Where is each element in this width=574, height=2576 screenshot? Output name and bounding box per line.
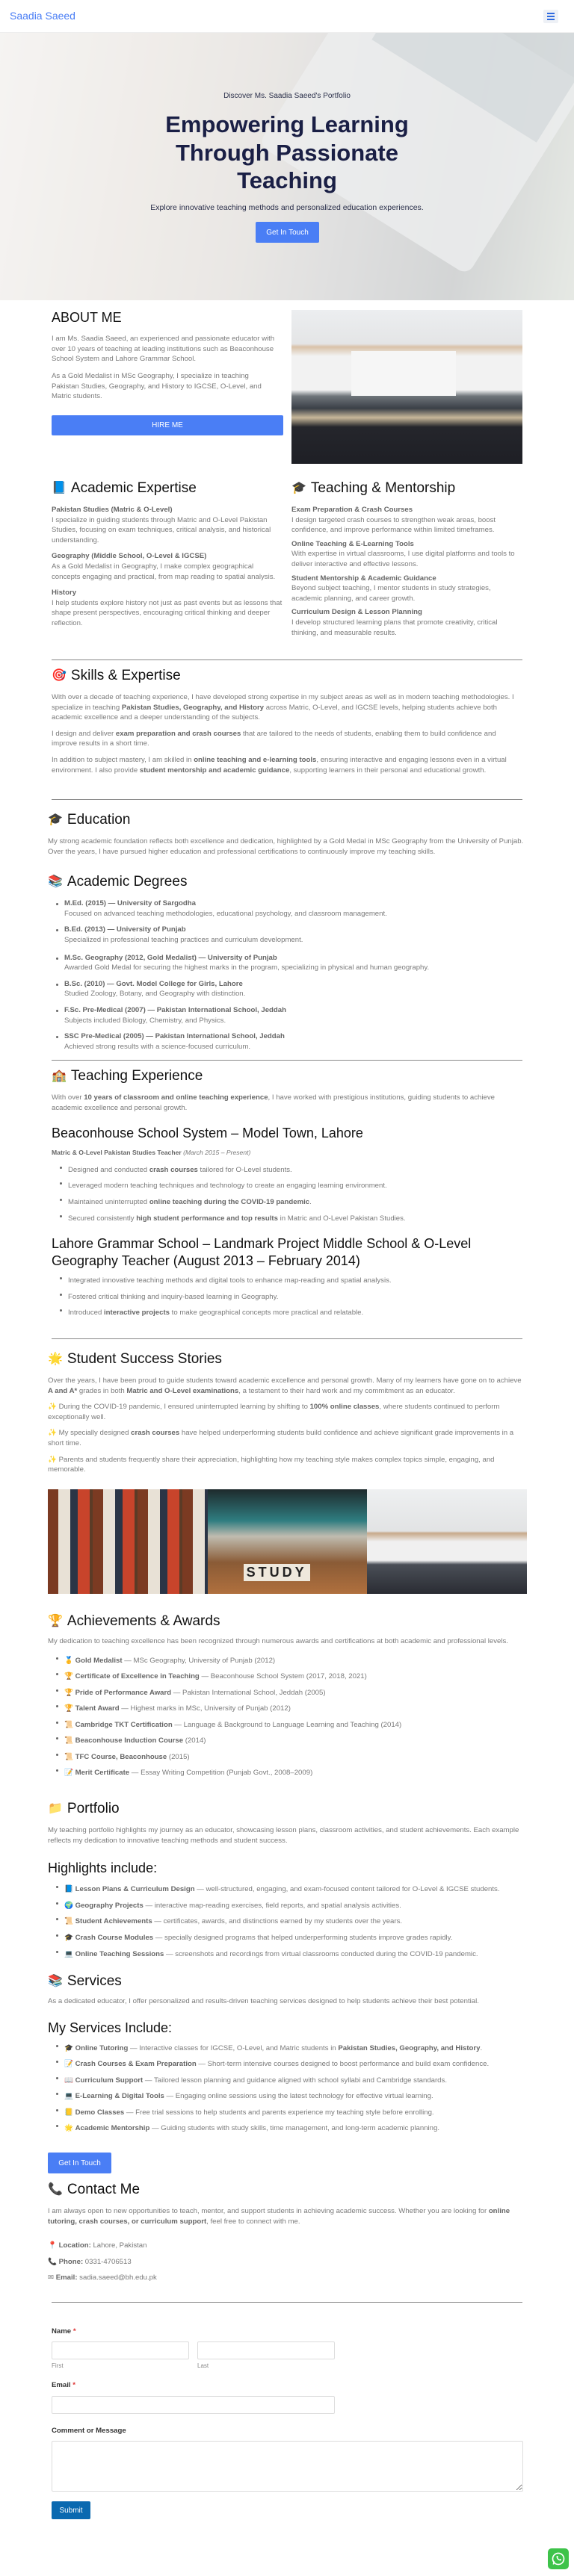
list-item: [48, 1914, 526, 1930]
text: , feel free to connect with me.: [206, 2217, 300, 2226]
text: ✉: [48, 2274, 56, 2282]
text: 📖: [64, 2076, 75, 2085]
text: Leveraged modern teaching techniques and technology to create an engaging learning environment.: [68, 1182, 387, 1191]
section-title: Portfolio: [67, 1801, 120, 1816]
bold-text: Beaconhouse Induction Course: [75, 1737, 184, 1745]
text: 📒: [64, 2108, 75, 2117]
hire-me-button[interactable]: HIRE ME: [52, 415, 283, 435]
graduation-cap-icon: 🎓: [291, 482, 306, 494]
text: — Pakistan International School, Jeddah (2005): [171, 1688, 326, 1697]
bold-text: exam preparation and crash courses: [115, 729, 241, 738]
email-label: Email *: [52, 2381, 76, 2389]
list-item: [52, 1289, 522, 1306]
bold-text: Phone:: [58, 2257, 84, 2266]
degree-title: M.Sc. Geography (2012, Gold Medalist) — University of Punjab: [64, 953, 277, 962]
text: In addition to subject mastery, I am skilled in: [52, 755, 194, 764]
bold-text: Merit Certificate: [75, 1769, 130, 1778]
text: , supporting learners in their personal and educational growth.: [289, 766, 487, 775]
degree-item: [48, 1005, 526, 1025]
list-item: [52, 1305, 522, 1321]
bold-text: crash courses: [131, 1429, 180, 1438]
paragraph: [48, 1402, 526, 1422]
divider: [52, 799, 522, 800]
text: 🌟: [64, 2124, 75, 2133]
text: Introduced: [68, 1309, 105, 1318]
highlights-title: Highlights include:: [48, 1860, 158, 1876]
list-item: [52, 1194, 522, 1211]
text: — Beaconhouse School System (2017, 2018, 2021): [199, 1672, 367, 1681]
text: — Tailored lesson planning and guidance aligned with school syllabi and Cambridge standards.: [143, 2076, 447, 2085]
text: 🥇: [64, 1656, 75, 1665]
text: tailored for O-Level students.: [197, 1165, 292, 1174]
bold-text: high student performance and top results: [136, 1214, 278, 1223]
list-item: [48, 1749, 526, 1766]
text: 📞: [48, 2257, 59, 2266]
degree-description: Studied Zoology, Botany, and Geography with distinction.: [64, 990, 246, 999]
image-gallery: [48, 1489, 527, 1594]
bold-text: Cambridge TKT Certification: [75, 1720, 173, 1729]
text: 📍: [48, 2241, 59, 2250]
hero-subtitle: Discover Ms. Saadia Saeed's Portfolio: [223, 92, 351, 100]
bold-text: online teaching and e-learning tools: [194, 755, 317, 764]
text: Maintained uninterrupted: [68, 1197, 149, 1206]
education-intro: My strong academic foundation reflects both excellence and dedication, highlighted by a Gold Medal in MSc Geography from the University of Punjab. Over the years, I have pursued higher education and professional certifications to continuously improve my teaching skills.: [48, 837, 524, 856]
first-name-input[interactable]: [52, 2341, 189, 2359]
message-textarea[interactable]: [52, 2441, 523, 2492]
item-description: I design targeted crash courses to strengthen weak areas, boost confidence, and improve performance within limited timeframes.: [291, 515, 496, 535]
text: 🎓: [64, 1933, 75, 1942]
text: to make geographical concepts more practical and relatable.: [170, 1309, 364, 1318]
section-title: Academic Expertise: [70, 480, 197, 496]
text: 📘: [64, 1885, 75, 1894]
section-title: Teaching Experience: [70, 1068, 203, 1084]
degree-description: Focused on advanced teaching methodologies, educational psychology, and classroom management.: [64, 909, 387, 918]
hero-tagline: Explore innovative teaching methods and personalized education experiences.: [150, 203, 424, 212]
bold-text: A and A*: [48, 1386, 78, 1395]
degree-title: SSC Pre-Medical (2005) — Pakistan International School, Jeddah: [64, 1032, 285, 1041]
trophy-icon: 🏆: [48, 1615, 63, 1627]
paragraph: [48, 1428, 526, 1448]
list-item: [48, 1930, 526, 1946]
bold-text: Online Tutoring: [75, 2043, 129, 2052]
text: 🏆: [64, 1672, 75, 1681]
section-title: Achievements & Awards: [67, 1613, 220, 1629]
text: 📜: [64, 1752, 75, 1761]
text: ✨ Parents and students frequently share their appreciation, highlighting how my teaching style makes complex topics simple, engaging, and memorable.: [48, 1455, 495, 1474]
text: , a testament to their hard work and my commitment as an educator.: [238, 1386, 455, 1395]
text: .: [309, 1197, 312, 1206]
degree-title: B.Ed. (2013) — University of Punjab: [64, 925, 186, 934]
teaching-experience-section: [52, 1067, 522, 1321]
contact-location: [48, 2241, 526, 2251]
text: 0331-4706513: [83, 2257, 132, 2266]
bold-text: Curriculum Support: [75, 2076, 144, 2085]
section-title: Services: [67, 1973, 122, 1989]
degree-description: Specialized in professional teaching practices and curriculum development.: [64, 935, 303, 944]
hamburger-icon: [547, 13, 555, 14]
academic-expertise-section: [52, 479, 283, 635]
about-paragraph: As a Gold Medalist in MSc Geography, I specialize in teaching Pakistan Studies, Geography, and History to IGCSE, O-Level, and Matric students.: [52, 372, 262, 401]
paragraph: [52, 692, 522, 723]
text: 📜: [64, 1737, 75, 1745]
whatsapp-button[interactable]: [548, 2548, 569, 2569]
name-label: Name *: [52, 2327, 76, 2336]
degree-title: M.Ed. (2015) — University of Sargodha: [64, 899, 196, 908]
item-title: Online Teaching & E-Learning Tools: [291, 539, 414, 548]
teaching-mentorship-section: [291, 479, 523, 642]
expertise-item: [291, 505, 523, 536]
list-item: [48, 1946, 526, 1963]
text: — Guiding students with study skills, time management, and long-term academic planning.: [149, 2124, 439, 2133]
last-name-input[interactable]: [197, 2341, 335, 2359]
about-title: ABOUT ME: [52, 310, 122, 325]
text: — well-structured, engaging, and exam-focused content tailored for O-Level & IGCSE students.: [194, 1885, 500, 1894]
list-item: [52, 1273, 522, 1289]
section-title: Student Success Stories: [67, 1351, 222, 1367]
contact-phone: [48, 2257, 526, 2268]
text: Designed and conducted: [68, 1165, 149, 1174]
text: — MSc Geography, University of Punjab (2012): [122, 1656, 276, 1665]
list-item: [52, 1162, 522, 1179]
first-name-hint: First: [52, 2362, 64, 2369]
bold-text: Lesson Plans & Curriculum Design: [75, 1885, 195, 1894]
text: (2014): [183, 1737, 206, 1745]
text: Integrated innovative teaching methods and digital tools to enhance map-reading and spatial analysis.: [68, 1276, 392, 1285]
text: 📜: [64, 1917, 75, 1926]
job-period: (March 2015 – Present): [183, 1149, 251, 1157]
degree-description: Subjects included Biology, Chemistry, and Physics.: [64, 1016, 226, 1025]
bold-text: Pakistan Studies, Geography, and History: [338, 2043, 481, 2052]
bold-text: Geography Projects: [75, 1901, 144, 1910]
item-title: Pakistan Studies (Matric & O-Level): [52, 506, 173, 514]
expertise-item: [52, 551, 283, 582]
text: ✨ During the COVID-19 pandemic, I ensured uninterrupted learning by shifting to: [48, 1403, 310, 1412]
list-item: [48, 1765, 526, 1781]
phone-icon: 📞: [48, 2183, 63, 2196]
graduation-cap-icon: 🎓: [48, 813, 63, 826]
text: — specially designed programs that helped underperforming students improve grades rapidly.: [153, 1933, 453, 1942]
text: — Interactive classes for IGCSE, O-Level, and Matric students in: [128, 2043, 339, 2052]
email-input[interactable]: [52, 2396, 335, 2414]
text: — screenshots and recordings from virtual classrooms conducted during the COVID-19 pandemic.: [164, 1949, 478, 1958]
education-section: [48, 811, 526, 1058]
bold-text: Crash Courses & Exam Preparation: [75, 2060, 197, 2069]
list-item: [52, 1211, 522, 1227]
message-label: Comment or Message: [52, 2427, 126, 2435]
text: — Engaging online sessions using the latest technology for effective virtual learning.: [164, 2092, 433, 2101]
services-section: [48, 1973, 526, 2137]
divider: [52, 2302, 522, 2303]
text: Lahore, Pakistan: [90, 2241, 147, 2250]
item-title: Student Mentorship & Academic Guidance: [291, 574, 436, 583]
item-description: I help students explore history not just as past events but as lessons that shape present perspectives, encouraging critical thinking and deeper reflection.: [52, 598, 283, 627]
paragraph: [52, 755, 522, 775]
text: — Essay Writing Competition (Punjab Govt., 2008–2009): [129, 1769, 313, 1778]
degree-title: B.Sc. (2010) — Govt. Model College for Girls, Lahore: [64, 979, 243, 988]
degree-item: [48, 1031, 526, 1052]
text: .: [480, 2043, 483, 2052]
text: across Matric, O-Level, and IGCSE levels, helping students achieve both academic excellence and a deeper understanding of the subjects.: [52, 703, 497, 722]
book-icon: 📘: [52, 482, 67, 494]
last-name-hint: Last: [197, 2362, 209, 2369]
text: 📝: [64, 2060, 75, 2069]
whatsapp-icon: [551, 2551, 566, 2566]
bold-text: Online Teaching Sessions: [75, 1949, 164, 1958]
bold-text: Certificate of Excellence in Teaching: [75, 1672, 200, 1681]
bold-text: Location:: [58, 2241, 91, 2250]
study-blocks-image: STUDY: [208, 1489, 368, 1594]
bold-text: crash courses: [149, 1165, 198, 1174]
list-item: [48, 1898, 526, 1914]
list-item: [52, 1178, 522, 1194]
text: Secured consistently: [68, 1214, 137, 1223]
bold-text: Talent Award: [75, 1704, 120, 1713]
divider: [52, 1338, 522, 1339]
books-icon: 📚: [48, 1975, 63, 1987]
degree-title: F.Sc. Pre-Medical (2007) — Pakistan International School, Jeddah: [64, 1005, 286, 1014]
degrees-title: Academic Degrees: [67, 874, 188, 890]
degree-item: [48, 925, 526, 945]
section-title: Contact Me: [67, 2182, 141, 2197]
list-item: [48, 1653, 526, 1669]
list-item: [48, 2040, 526, 2057]
text: With over a decade of teaching experience, I have developed strong expertise in my subject areas as well as in modern teaching methodologies. I specialize in teaching: [52, 693, 514, 712]
text: , where students continued to perform exceptionally well.: [48, 1403, 500, 1421]
item-description: I specialize in guiding students through Matric and O-Level Pakistan Studies, focusing on exam techniques, critical analysis, and historical understanding.: [52, 515, 271, 544]
list-item: [48, 2056, 526, 2073]
text: — certificates, awards, and distinctions earned by my students over the years.: [152, 1917, 403, 1926]
experience-intro: [52, 1093, 522, 1113]
bold-text: Crash Course Modules: [75, 1933, 154, 1942]
degree-item: [48, 979, 526, 999]
degree-item: [48, 899, 526, 919]
lecture-hall-image: [367, 1489, 527, 1594]
bold-text: student mentorship and academic guidance: [139, 766, 290, 775]
achievements-section: [48, 1613, 526, 1781]
text: Fostered critical thinking and inquiry-based learning in Geography.: [68, 1292, 279, 1301]
text: I design and deliver: [52, 729, 116, 738]
submit-button[interactable]: Submit: [52, 2501, 90, 2519]
job-title: Lahore Grammar School – Landmark Project Middle School & O-Level Geography Teacher (August 2013 – February 2014): [52, 1236, 472, 1269]
text: , ensuring interactive and engaging lessons even in a virtual environment. I also provide: [52, 755, 507, 775]
item-description: Beyond subject teaching, I mentor students in study strategies, academic planning, and career growth.: [291, 584, 491, 603]
text: that are tailored to the needs of students, enabling them to build confidence and improve results in a short time.: [52, 729, 496, 748]
text: 🏆: [64, 1688, 75, 1697]
degree-description: Awarded Gold Medal for securing the highest marks in the program, specializing in physical and human geography.: [64, 963, 430, 972]
list-item: [48, 2073, 526, 2089]
list-item: [48, 1685, 526, 1701]
job-role: Matric & O-Level Pakistan Studies Teacher: [52, 1149, 182, 1157]
star-icon: 🌟: [48, 1353, 63, 1365]
bold-text: Matric and O-Level examinations: [126, 1386, 239, 1395]
bold-text: online teaching during the COVID-19 pandemic: [149, 1197, 310, 1206]
text: 🎓: [64, 2043, 75, 2052]
paragraph: [48, 1376, 526, 1396]
expertise-item: [291, 607, 523, 638]
contact-email: [48, 2273, 526, 2283]
item-description: I develop structured learning plans that promote creativity, critical thinking, and measurable results.: [291, 618, 498, 637]
school-icon: 🏫: [52, 1070, 67, 1082]
expertise-item: [291, 574, 523, 604]
paragraph: [48, 1455, 526, 1475]
text: , I have worked with prestigious institutions, guiding students to achieve academic excellence and personal growth.: [52, 1093, 495, 1112]
item-title: Curriculum Design & Lesson Planning: [291, 608, 422, 617]
bold-text: 100% online classes: [309, 1403, 380, 1412]
text: 💻: [64, 1949, 75, 1958]
bold-text: Academic Mentorship: [75, 2124, 150, 2133]
services-list-title: My Services Include:: [48, 2020, 173, 2035]
text: 💻: [64, 2092, 75, 2101]
bold-text: E-Learning & Digital Tools: [75, 2092, 164, 2101]
skills-section: [52, 667, 522, 781]
section-title: Education: [67, 812, 131, 828]
list-item: [48, 2120, 526, 2137]
text: 📜: [64, 1720, 75, 1729]
bold-text: Gold Medalist: [75, 1656, 123, 1665]
get-in-touch-button[interactable]: Get In Touch: [48, 2153, 111, 2173]
folder-icon: 📁: [48, 1802, 63, 1815]
list-item: [48, 1701, 526, 1717]
divider: [52, 1060, 522, 1061]
target-icon: 🎯: [52, 669, 67, 682]
list-item: [48, 1717, 526, 1734]
bold-text: online tutoring, crash courses, or curriculum support: [48, 2207, 510, 2226]
lecture-hall-image: [291, 310, 522, 464]
list-item: [48, 1669, 526, 1685]
text: — Free trial sessions to help students and parents experience my teaching style before enrolling.: [124, 2108, 434, 2117]
text: — interactive map-reading exercises, field reports, and spatial analysis activities.: [143, 1901, 401, 1910]
item-description: As a Gold Medalist in Geography, I make complex geographical concepts engaging and practical, from map reading to spatial analysis.: [52, 562, 276, 581]
expertise-item: [291, 539, 523, 570]
achievements-intro: My dedication to teaching excellence has been recognized through numerous awards and certifications at both academic and professional levels.: [48, 1637, 508, 1645]
text: 🌍: [64, 1901, 75, 1910]
services-intro: As a dedicated educator, I offer personalized and results-driven teaching services designed to help students achieve their best potential.: [48, 1997, 479, 2005]
expertise-item: [52, 505, 283, 545]
degree-item: [48, 953, 526, 973]
text: I am always open to new opportunities to teach, mentor, and support students in achieving academic success. Whether you are looking for: [48, 2207, 489, 2215]
text: sadia.saeed@bh.edu.pk: [77, 2274, 157, 2282]
bold-text: Student Achievements: [75, 1917, 152, 1926]
hamburger-menu-button[interactable]: [543, 10, 558, 23]
student-success-section: [48, 1350, 526, 1481]
brand-logo[interactable]: Saadia Saeed: [10, 10, 75, 22]
list-item: [48, 1733, 526, 1749]
paragraph: [52, 729, 522, 749]
item-title: History: [52, 589, 77, 598]
section-title: Teaching & Mentorship: [310, 480, 456, 496]
expertise-item: [52, 588, 283, 628]
bold-text: Pride of Performance Award: [75, 1688, 172, 1697]
text: Over the years, I have been proud to guide students toward academic excellence and personal growth. Many of my learners have gone on to achieve: [48, 1377, 522, 1385]
text: ✨ My specially designed: [48, 1429, 132, 1438]
text: 📝: [64, 1769, 75, 1778]
divider: [52, 659, 522, 660]
contact-section: [48, 2181, 526, 2283]
text: With over: [52, 1093, 84, 1102]
hero-title: Empowering Learning Through Passionate Teaching: [165, 111, 409, 193]
text: in Matric and O-Level Pakistan Studies.: [277, 1214, 406, 1223]
get-in-touch-button[interactable]: Get In Touch: [256, 222, 319, 243]
job-title: Beaconhouse School System – Model Town, Lahore: [52, 1126, 363, 1141]
list-item: [48, 1881, 526, 1898]
item-title: Geography (Middle School, O-Level & IGCSE): [52, 552, 207, 561]
portfolio-intro: My teaching portfolio highlights my journey as an educator, showcasing lesson plans, classroom activities, and student achievements. Each example reflects my dedication to innovative teaching methods and student success.: [48, 1826, 519, 1845]
hero-section: [0, 33, 574, 300]
text: grades in both: [77, 1386, 127, 1395]
text: have helped underperforming students build confidence and achieve significant grade improvements in a short time.: [48, 1429, 514, 1447]
section-title: Skills & Expertise: [70, 668, 181, 683]
text: — Short-term intensive courses designed to boost performance and build exam confidence.: [196, 2060, 490, 2069]
text: (2015): [167, 1752, 190, 1761]
degree-description: Achieved strong results with a science-focused curriculum.: [64, 1042, 251, 1051]
text: — Language & Background to Language Learning and Teaching (2014): [172, 1720, 402, 1729]
bold-text: interactive projects: [104, 1309, 170, 1318]
text: — Highest marks in MSc, University of Punjab (2012): [119, 1704, 291, 1713]
about-paragraph: I am Ms. Saadia Saeed, an experienced and passionate educator with over 10 years of teaching at leading institutions such as Beaconhouse School System and Lahore Grammar School.: [52, 335, 275, 364]
list-item: [48, 2088, 526, 2105]
bold-text: 10 years of classroom and online teaching experience: [84, 1093, 268, 1102]
bold-text: Pakistan Studies, Geography, and History: [121, 703, 265, 712]
bold-text: Email:: [55, 2274, 78, 2282]
bold-text: TFC Course, Beaconhouse: [75, 1752, 167, 1761]
bold-text: Demo Classes: [75, 2108, 125, 2117]
navbar: [0, 0, 574, 33]
item-description: With expertise in virtual classrooms, I use digital platforms and tools to deliver interactive and effective lessons.: [291, 550, 515, 568]
list-item: [48, 2105, 526, 2121]
library-image: [48, 1489, 208, 1594]
portfolio-section: [48, 1800, 526, 1962]
item-title: Exam Preparation & Crash Courses: [291, 506, 413, 514]
contact-intro: [48, 2206, 526, 2226]
text: 🏆: [64, 1704, 75, 1713]
books-icon: 📚: [48, 875, 63, 889]
